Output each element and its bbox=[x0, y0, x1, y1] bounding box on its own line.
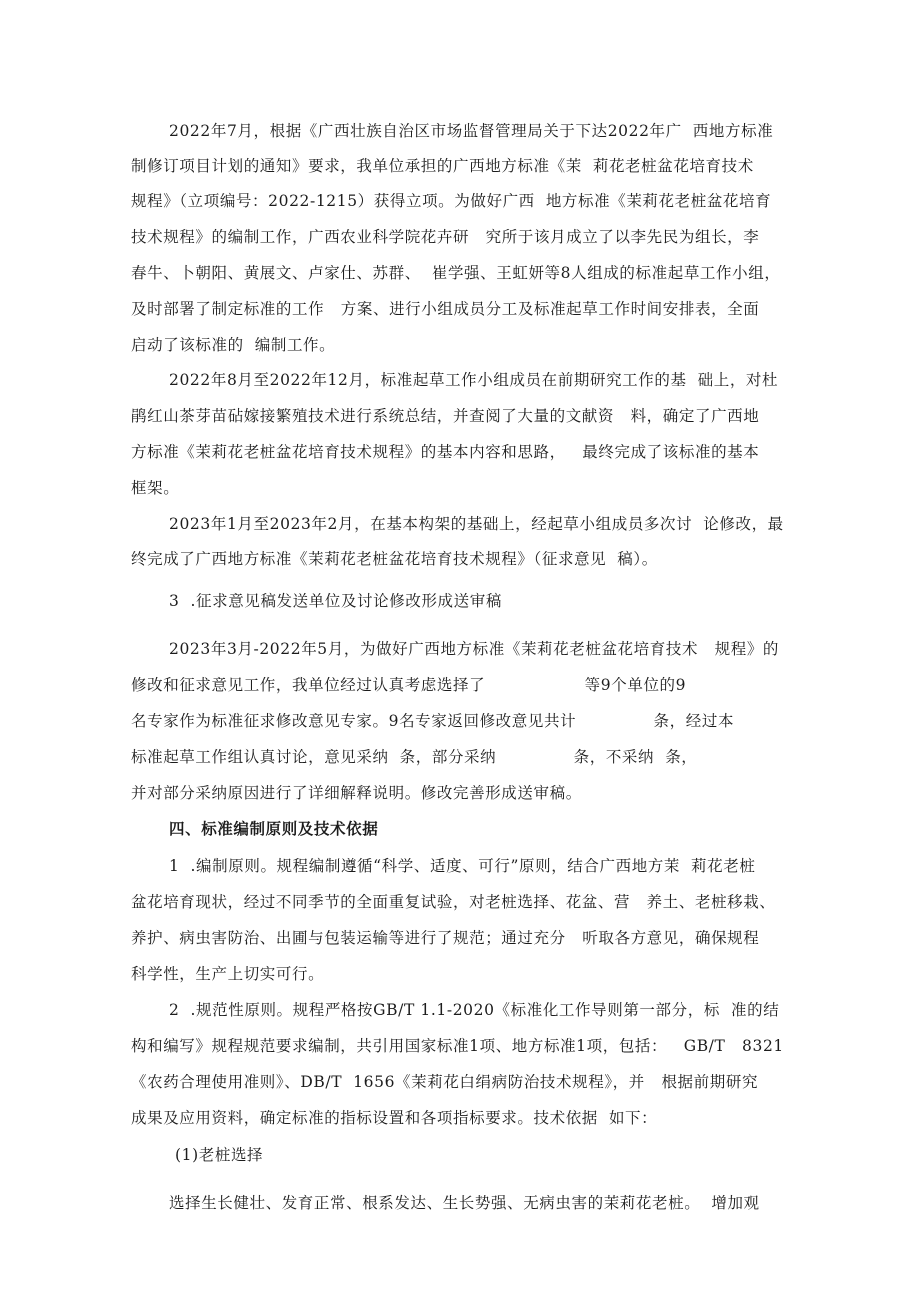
paragraph-1-line-7: 启动了该标准的 编制工作。 bbox=[131, 336, 336, 354]
paragraph-5-line-2: 盆花培育现状，经过不同季节的全面重复试验，对老桩选择、花盆、营 养土、老桩移栽、 bbox=[131, 893, 776, 911]
paragraph-2-line-3: 方标准《茉莉花老桩盆花培育技术规程》的基本内容和思路， 最终完成了该标准的基本 bbox=[131, 443, 760, 461]
paragraph-7-line-1: 选择生长健壮、发育正常、根系发达、生长势强、无病虫害的茉莉花老桩。 增加观 bbox=[169, 1194, 760, 1212]
paragraph-4-line-5: 并对部分采纳原因进行了详细解释说明。修改完善形成送审稿。 bbox=[131, 784, 582, 802]
paragraph-5-line-4: 科学性，生产上切实可行。 bbox=[131, 965, 325, 983]
paragraph-2-line-1: 2022年8月至2022年12月，标准起草工作小组成员在前期研究工作的基 础上，对杜 bbox=[169, 371, 779, 389]
paragraph-1-line-4: 技术规程》的编制工作，广西农业科学院花卉研 究所于该月成立了以李先民为组长，李 bbox=[131, 228, 760, 246]
paragraph-2-line-4: 框架。 bbox=[131, 479, 180, 497]
paragraph-6-line-4: 成果及应用资料，确定标准的指标设置和各项指标要求。技术依据 如下： bbox=[131, 1109, 658, 1127]
paragraph-6-line-2: 构和编写》规程规范要求编制，共引用国家标准1项、地方标准1项，包括： GB/T 8321 bbox=[131, 1037, 784, 1055]
paragraph-6-line-1: 2 .规范性原则。规程严格按GB/T 1.1-2020《标准化工作导则第一部分，标 准的结 bbox=[169, 1001, 780, 1019]
paragraph-5-line-3: 养护、病虫害防治、出圃与包装运输等进行了规范；通过充分 听取各方意见，确保规程 bbox=[131, 929, 760, 947]
paragraph-5-line-1: 1 .编制原则。规程编制遵循“科学、适度、可行”原则，结合广西地方茉 莉花老桩 bbox=[169, 857, 756, 875]
section-4-heading: 四、标准编制原则及技术依据 bbox=[169, 819, 379, 838]
paragraph-6-line-3: 《农药合理使用准则》、DB/T 1656《茉莉花白绢病防治技术规程》，并 根据前期研究 bbox=[131, 1073, 759, 1091]
paragraph-4-line-1: 2023年3月-2022年5月，为做好广西地方标准《茉莉花老桩盆花培育技术 规程》的 bbox=[169, 640, 780, 658]
paragraph-1-line-1: 2022年7月，根据《广西壮族自治区市场监督管理局关于下达2022年广 西地方标准 bbox=[169, 122, 774, 140]
paragraph-3-line-1: 2023年1月至2023年2月，在基本构架的基础上，经起草小组成员多次讨 论修改，最 bbox=[169, 515, 784, 533]
subsection-1-title: (1)老桩选择 bbox=[175, 1146, 264, 1164]
paragraph-3-line-2: 终完成了广西地方标准《茉莉花老桩盆花培育技术规程》（征求意见 稿）。 bbox=[131, 550, 658, 568]
paragraph-4-line-2: 修改和征求意见工作，我单位经过认真考虑选择了 等9个单位的9 bbox=[131, 676, 687, 694]
paragraph-1-line-6: 及时部署了制定标准的工作 方案、进行小组成员分工及标准起草工作时间安排表，全面 bbox=[131, 300, 760, 318]
paragraph-4-line-3: 名专家作为标准征求修改意见专家。9名专家返回修改意见共计 条，经过本 bbox=[131, 712, 735, 730]
section-3-title: 3 .征求意见稿发送单位及讨论修改形成送审稿 bbox=[169, 592, 502, 610]
paragraph-1-line-5: 春牛、卜朝阳、黄展文、卢家仕、苏群、 崔学强、王虹妍等8人组成的标准起草工作小组， bbox=[131, 264, 781, 282]
paragraph-4-line-4: 标准起草工作组认真讨论，意见采纳 条，部分采纳 条，不采纳 条， bbox=[131, 748, 698, 766]
paragraph-1-line-3: 规程》（立项编号：2022-1215）获得立项。为做好广西 地方标准《茉莉花老桩盆花培育 bbox=[131, 192, 772, 210]
paragraph-2-line-2: 鹃红山茶芽苗砧嫁接繁殖技术进行系统总结，并查阅了大量的文献资 料，确定了广西地 bbox=[131, 407, 760, 425]
paragraph-1-line-2: 制修订项目计划的通知》要求，我单位承担的广西地方标准《茉 莉花老桩盆花培育技术 bbox=[131, 157, 754, 175]
